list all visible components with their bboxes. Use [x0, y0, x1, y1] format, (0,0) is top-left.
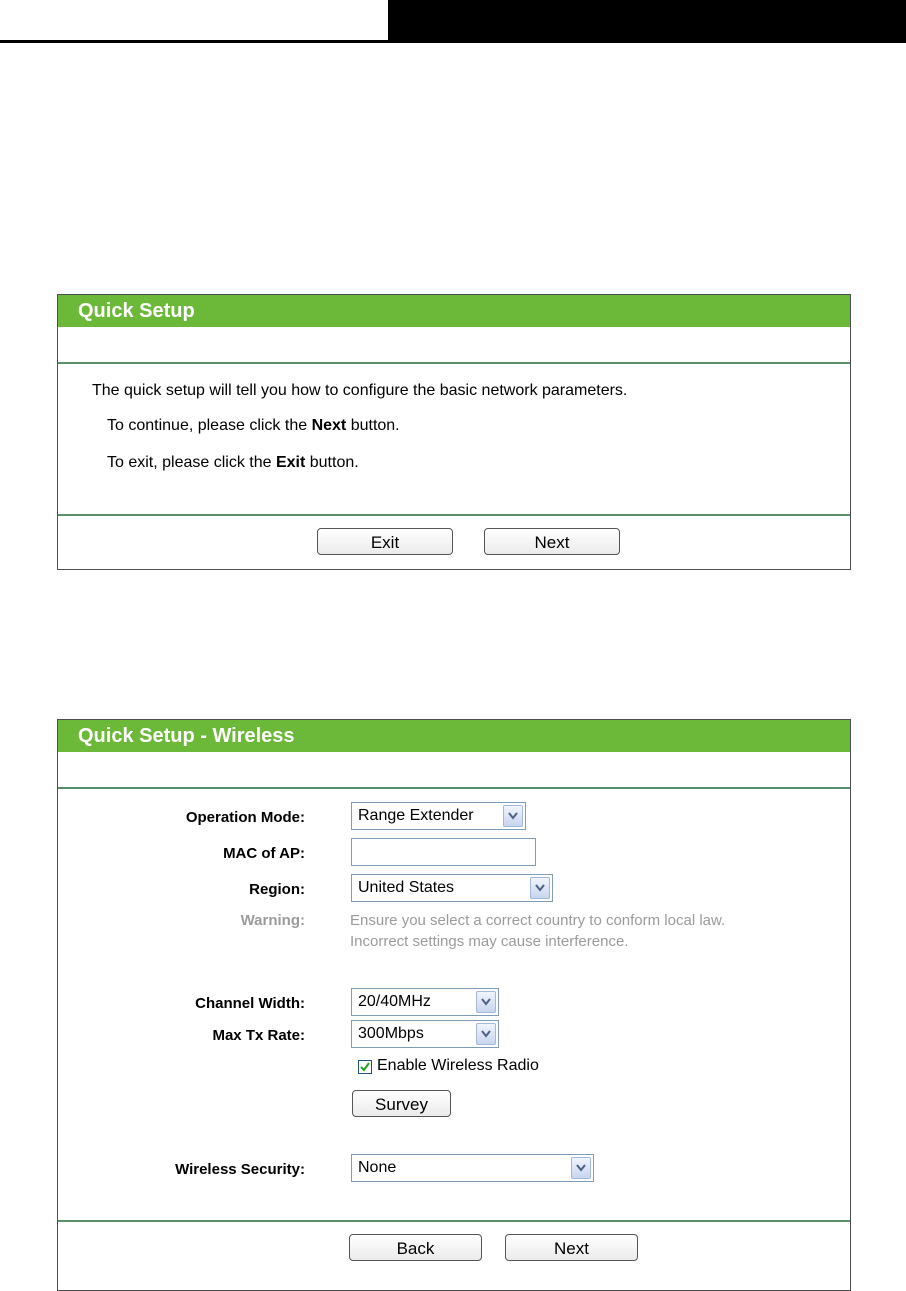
panel-body — [58, 364, 850, 514]
wireless-security-select[interactable] — [351, 1154, 594, 1182]
chevron-down-icon — [503, 805, 523, 827]
channel-width-value: 20/40MHz — [358, 993, 431, 1010]
channel-width-label: Channel Width: — [195, 995, 305, 1012]
back-button[interactable]: Back — [349, 1234, 482, 1261]
warning-line-1: Ensure you select a correct country to conform local law. — [350, 912, 726, 929]
enable-wireless-radio-label: Enable Wireless Radio — [377, 1057, 539, 1074]
wireless-form — [58, 789, 850, 1220]
header-rule — [0, 40, 906, 43]
panel-title: Quick Setup — [58, 295, 850, 327]
region-label: Region: — [249, 881, 305, 898]
mac-of-ap-input[interactable] — [351, 838, 536, 866]
warning-text — [350, 910, 725, 952]
continue-instruction: To continue, please click the Next button. — [107, 417, 400, 434]
channel-width-select[interactable] — [351, 988, 499, 1016]
chevron-down-icon — [476, 991, 496, 1013]
exit-instruction: To exit, please click the Exit button. — [107, 454, 359, 471]
quick-setup-wireless-panel — [57, 719, 851, 1291]
warning-label: Warning: — [240, 912, 305, 929]
max-tx-rate-select[interactable] — [351, 1020, 499, 1048]
warning-line-2: Incorrect settings may cause interference. — [350, 933, 629, 950]
operation-mode-value: Range Extender — [358, 807, 474, 824]
region-value: United States — [358, 879, 455, 896]
next-button[interactable]: Next — [505, 1234, 638, 1261]
chevron-down-icon — [530, 877, 550, 899]
next-button[interactable]: Next — [484, 528, 620, 555]
chevron-down-icon — [476, 1023, 496, 1045]
operation-mode-select[interactable] — [351, 802, 526, 830]
panel-spacer — [58, 752, 850, 789]
quick-setup-panel — [57, 294, 851, 570]
header-bar — [388, 0, 906, 40]
max-tx-rate-value: 300Mbps — [358, 1025, 424, 1042]
enable-wireless-radio-checkbox[interactable] — [358, 1060, 372, 1074]
panel-footer — [58, 1220, 850, 1280]
mac-of-ap-label: MAC of AP: — [223, 845, 305, 862]
exit-button[interactable]: Exit — [317, 528, 453, 555]
wireless-security-label: Wireless Security: — [175, 1161, 305, 1178]
panel-title: Quick Setup - Wireless — [58, 720, 850, 752]
checkmark-icon — [360, 1062, 370, 1072]
survey-button[interactable]: Survey — [352, 1090, 451, 1117]
chevron-down-icon — [571, 1157, 591, 1179]
wireless-security-value: None — [358, 1159, 397, 1176]
max-tx-rate-label: Max Tx Rate: — [212, 1027, 305, 1044]
operation-mode-label: Operation Mode: — [185, 809, 305, 826]
region-select[interactable] — [351, 874, 553, 902]
intro-text: The quick setup will tell you how to configure the basic network parameters. — [92, 382, 628, 399]
panel-footer — [58, 514, 850, 566]
panel-spacer — [58, 327, 850, 364]
